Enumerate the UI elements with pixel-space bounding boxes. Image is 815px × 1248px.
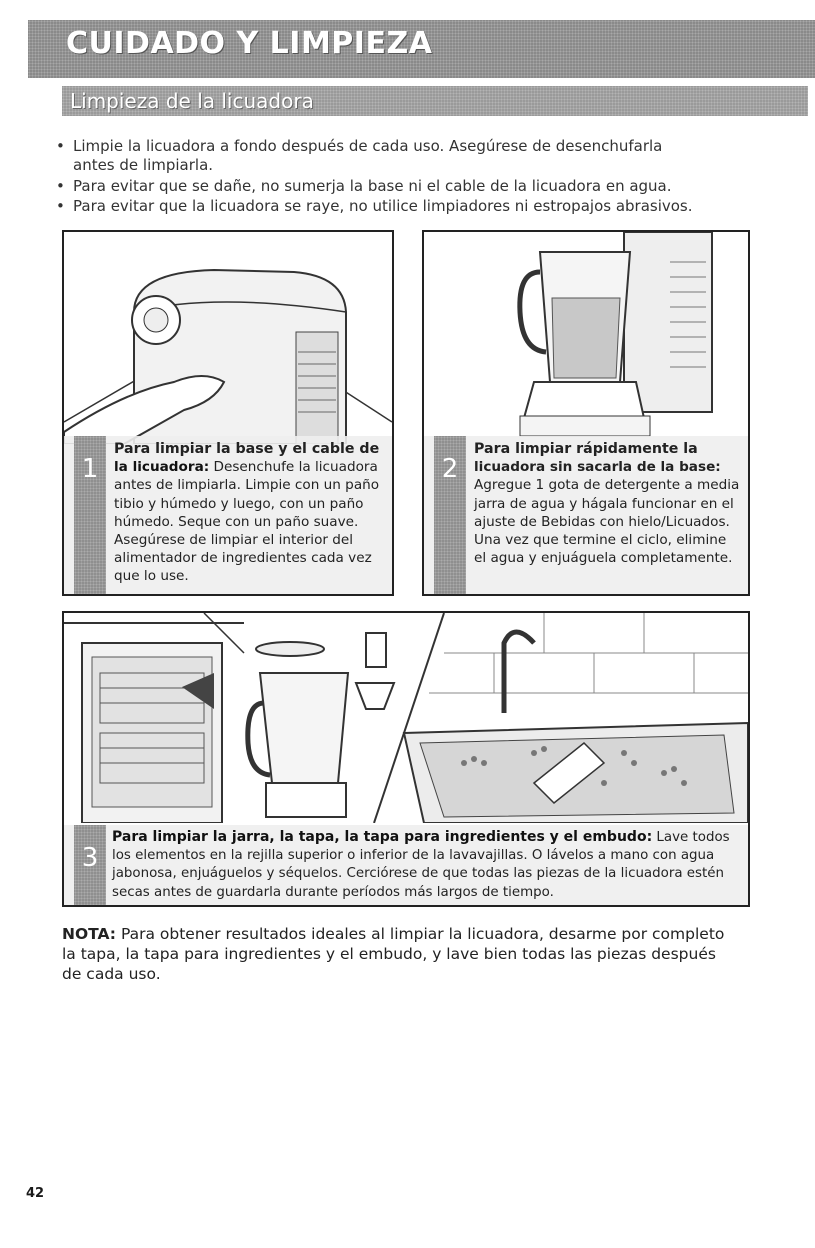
step2-title: Para limpiar rápidamente la: [474, 441, 698, 457]
bullet-text: Para evitar que la licuadora se raye, no utilice limpiadores ni estropajos abrasivos.: [73, 197, 693, 215]
step2-number: 2: [434, 436, 466, 594]
step2-panel: [422, 230, 750, 596]
step1-line: que lo use.: [114, 568, 189, 585]
step2-line: ajuste de Bebidas con hielo/Licuados.: [474, 513, 730, 530]
step2-line: jarra de agua y hágala funcionar en el: [474, 495, 734, 512]
note-label: NOTA:: [62, 925, 117, 943]
step1-line: la licuadora:: [114, 459, 210, 476]
note-text: de cada uso.: [62, 965, 161, 983]
step2-line: el agua y enjuáguela completamente.: [474, 550, 733, 567]
bullet-text-cont: antes de limpiarla.: [73, 156, 214, 174]
blender-jar-illustration: [424, 232, 748, 444]
step3-title: Para limpiar la jarra, la tapa, la tapa para ingredientes y el embudo:: [112, 829, 653, 845]
dishwasher-sink-illustration: [64, 613, 748, 823]
page-title: CUIDADO Y LIMPIEZA: [66, 26, 433, 61]
blender-base-illustration: [64, 232, 392, 444]
bullet-icon: •: [56, 197, 65, 215]
step2-line: licuadora sin sacarla de la base:: [474, 459, 721, 476]
step1-number: 1: [74, 436, 106, 594]
note-text: la tapa, la tapa para ingredientes y el embudo, y lave bien todas las piezas después: [62, 945, 716, 963]
step3-panel: [62, 611, 750, 907]
bullet-icon: •: [56, 177, 65, 195]
step3-title-tail: Lave todos: [652, 830, 730, 845]
step1-line: tibio y húmedo y luego, con un paño: [114, 495, 364, 512]
section-title: Limpieza de la licuadora: [70, 89, 314, 113]
step2-line: Una vez que termine el ciclo, elimine: [474, 532, 727, 549]
step1-line: Asegúrese de limpiar el interior del: [114, 532, 354, 549]
step1-line: húmedo. Seque con un paño suave.: [114, 513, 359, 530]
step2-line: Agregue 1 gota de detergente a media: [474, 477, 740, 494]
step1-panel: [62, 230, 394, 596]
step1-line: antes de limpiarla. Limpie con un paño: [114, 477, 380, 494]
step1-line: alimentador de ingredientes cada vez: [114, 550, 372, 567]
step1-line: Desenchufe la licuadora: [209, 459, 378, 476]
step3-line: jabonosa, enjuáguelos y séquelos. Cerciórese de que todas las piezas de la licuadora estén: [112, 866, 724, 882]
page-number: 42: [26, 1186, 45, 1201]
step3-number: 3: [74, 825, 106, 905]
step3-line: los elementos en la rejilla superior o inferior de la lavavajillas. O lávelos a mano con agua: [112, 848, 715, 864]
bullet-icon: •: [56, 137, 65, 155]
step3-line: secas antes de guardarla durante períodos más largos de tiempo.: [112, 884, 554, 900]
note-text: Para obtener resultados ideales al limpiar la licuadora, desarme por completo: [116, 925, 725, 943]
step1-title: Para limpiar la base y el cable de: [114, 441, 380, 457]
bullet-text: Para evitar que se dañe, no sumerja la base ni el cable de la licuadora en agua.: [73, 177, 672, 195]
note-block: [62, 924, 762, 984]
bullet-text: Limpie la licuadora a fondo después de cada uso. Asegúrese de desenchufarla: [73, 137, 663, 155]
